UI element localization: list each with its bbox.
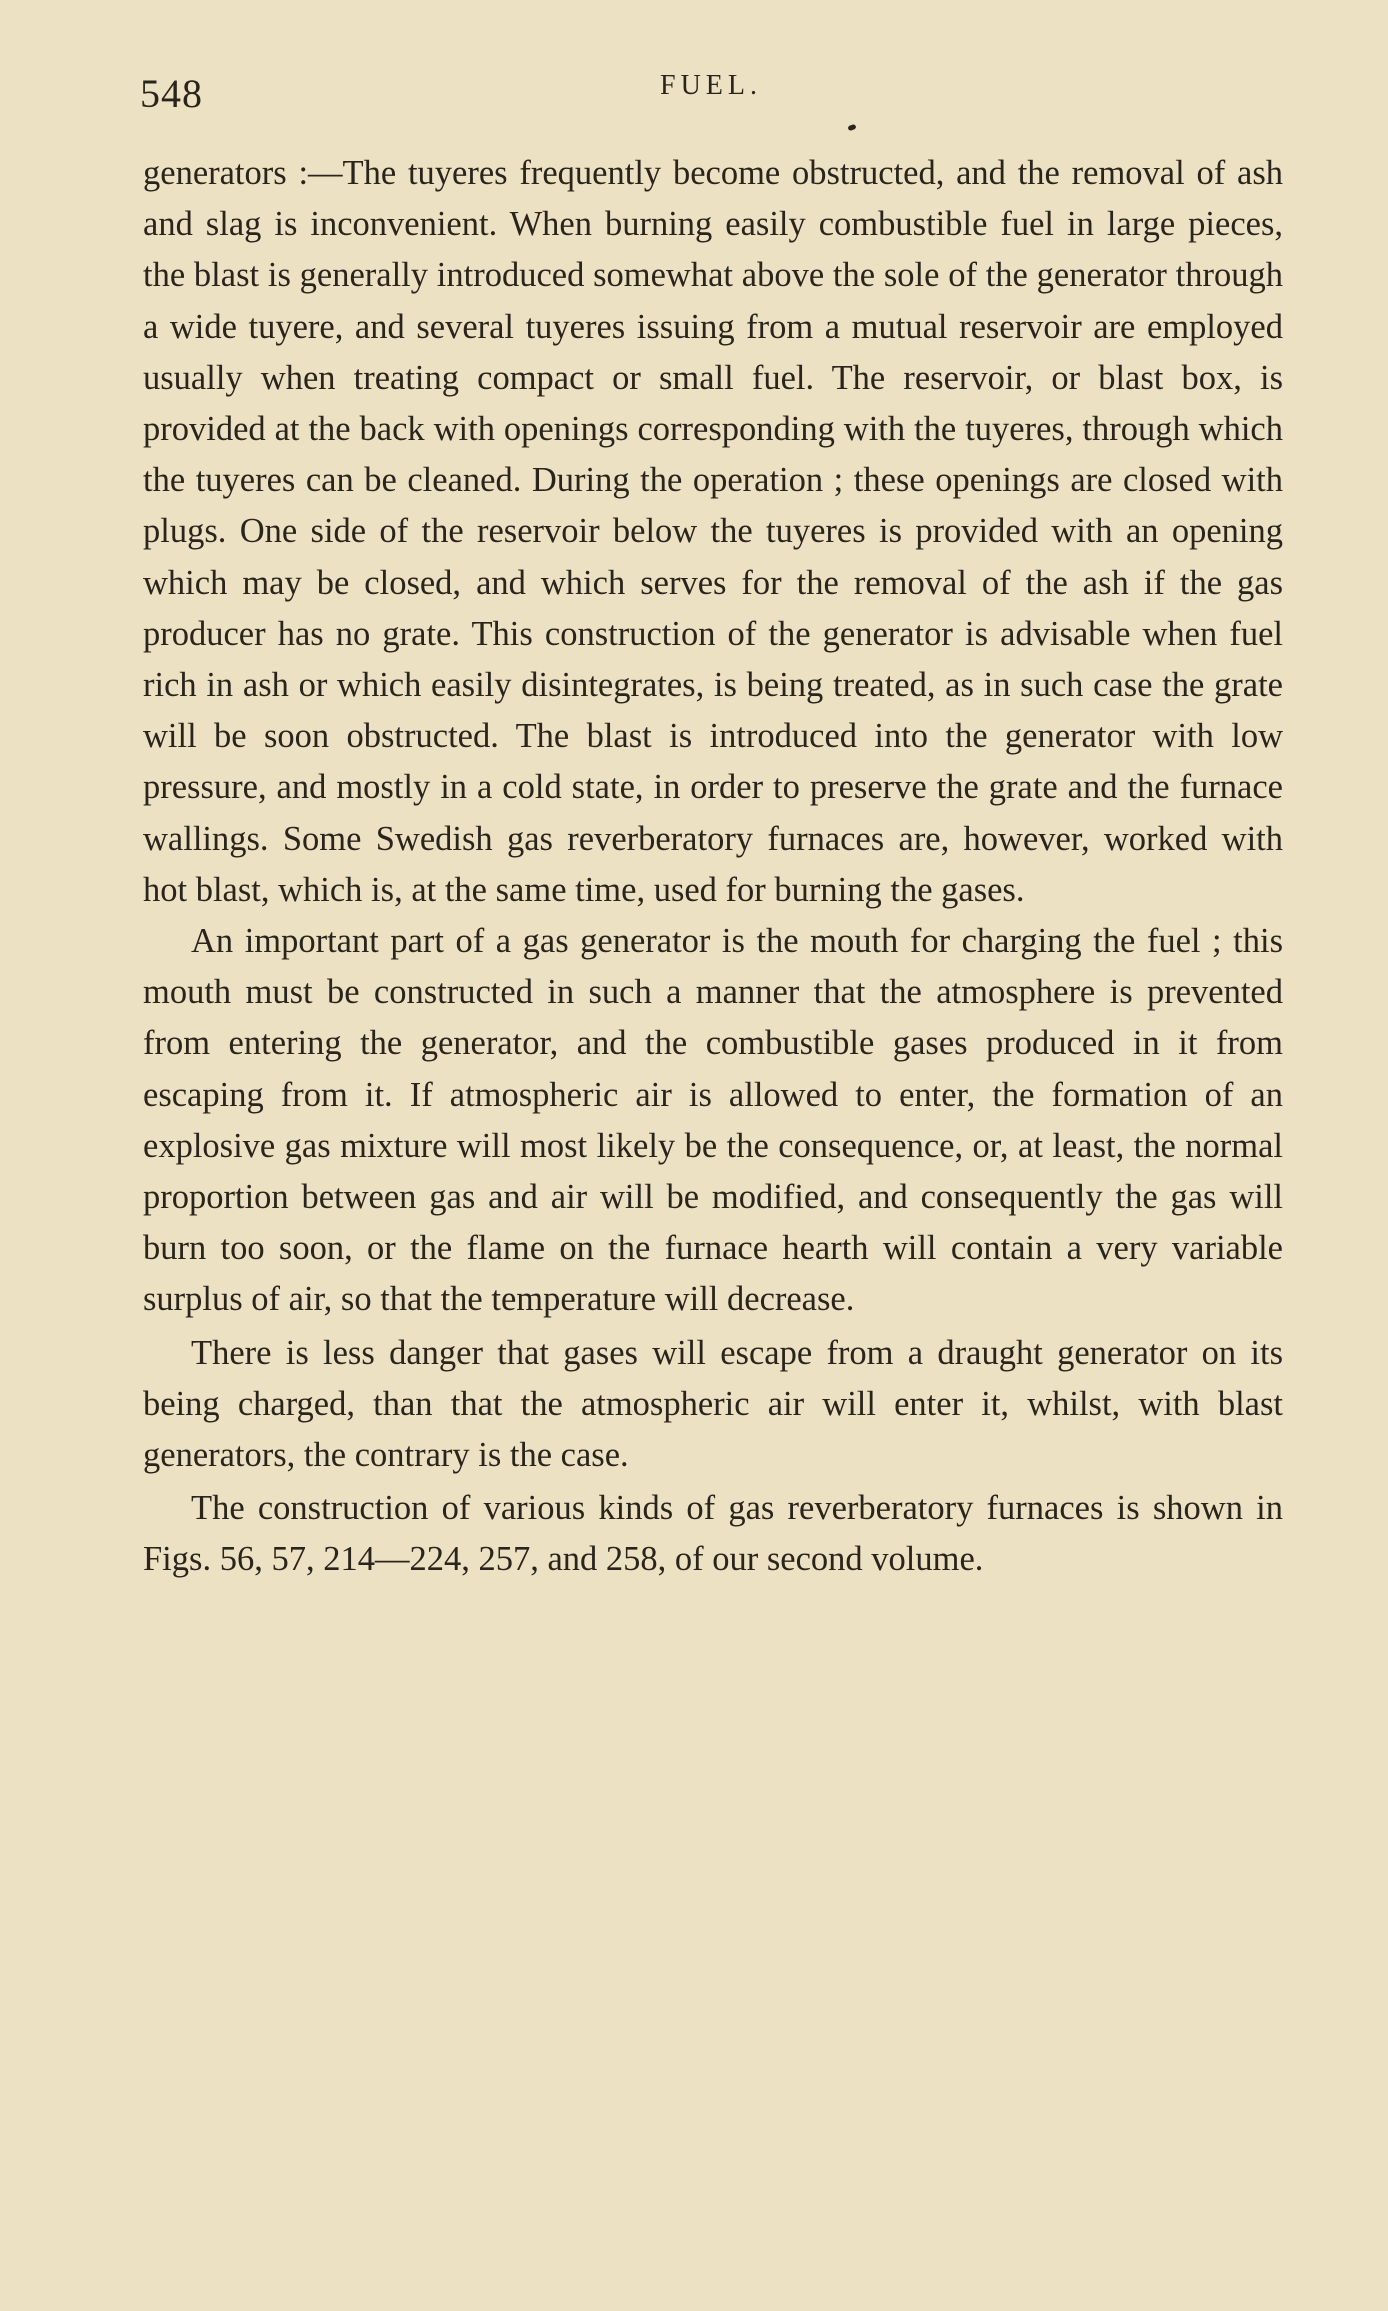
paragraph-construction-figures: The construction of various kinds of gas reverberatory furnaces is shown in Figs. 56, 57, 214—224, 257, and 258, of our second volume. (143, 1489, 1283, 1579)
ink-speck (847, 124, 856, 131)
page-header (140, 70, 1290, 130)
running-head: FUEL. (660, 70, 762, 101)
paragraph-tuyeres: generators :—The tuyeres frequently become obstructed, and the removal of ash and slag is inconvenient. When burning easily combustible fuel in large pieces, the blast is generally introduced somewhat above the sole of the generator through a wide tuyere, and several tuyeres issuing from a mutual reservoir are employed usually when treating compact or small fuel. The reservoir, or blast box, is provided at the back with openings corresponding with the tuyeres, through which the tuyeres can be cleaned. During the operation ; these openings are closed with plugs. One side of the reservoir below the tuyeres is provided with an opening which may be closed, and which serves for the removal of the ash if the gas producer has no grate. This construction of the generator is advisable when fuel rich in ash or which easily disintegrates, is being treated, as in such case the grate will be soon obstructed. The blast is introduced into the generator with low pressure, and mostly in a cold state, in order to preserve the grate and the furnace wallings. Some Swedish gas reverberatory furnaces are, however, worked with hot blast, which is, at the same time, used for burning the gases. (143, 154, 1283, 909)
page-number: 548 (140, 71, 203, 116)
paragraph-draught-generator: There is less danger that gases will escape from a draught generator on its being charged, than that the atmospheric air will enter it, whilst, with blast generators, the contrary is the case. (143, 1333, 1283, 1475)
body-text (143, 148, 1283, 1586)
paragraph-charging-mouth: An important part of a gas generator is the mouth for charging the fuel ; this mouth must be constructed in such a manner that the atmosphere is prevented from entering the generator, and the combustible gases produced in it from escaping from it. If atmospheric air is allowed to enter, the formation of an explosive gas mixture will most likely be the consequence, or, at least, the normal proportion between gas and air will be modified, and consequently the gas will burn too soon, or the flame on the furnace hearth will contain a very variable surplus of air, so that the temperature will decrease. (143, 922, 1283, 1319)
